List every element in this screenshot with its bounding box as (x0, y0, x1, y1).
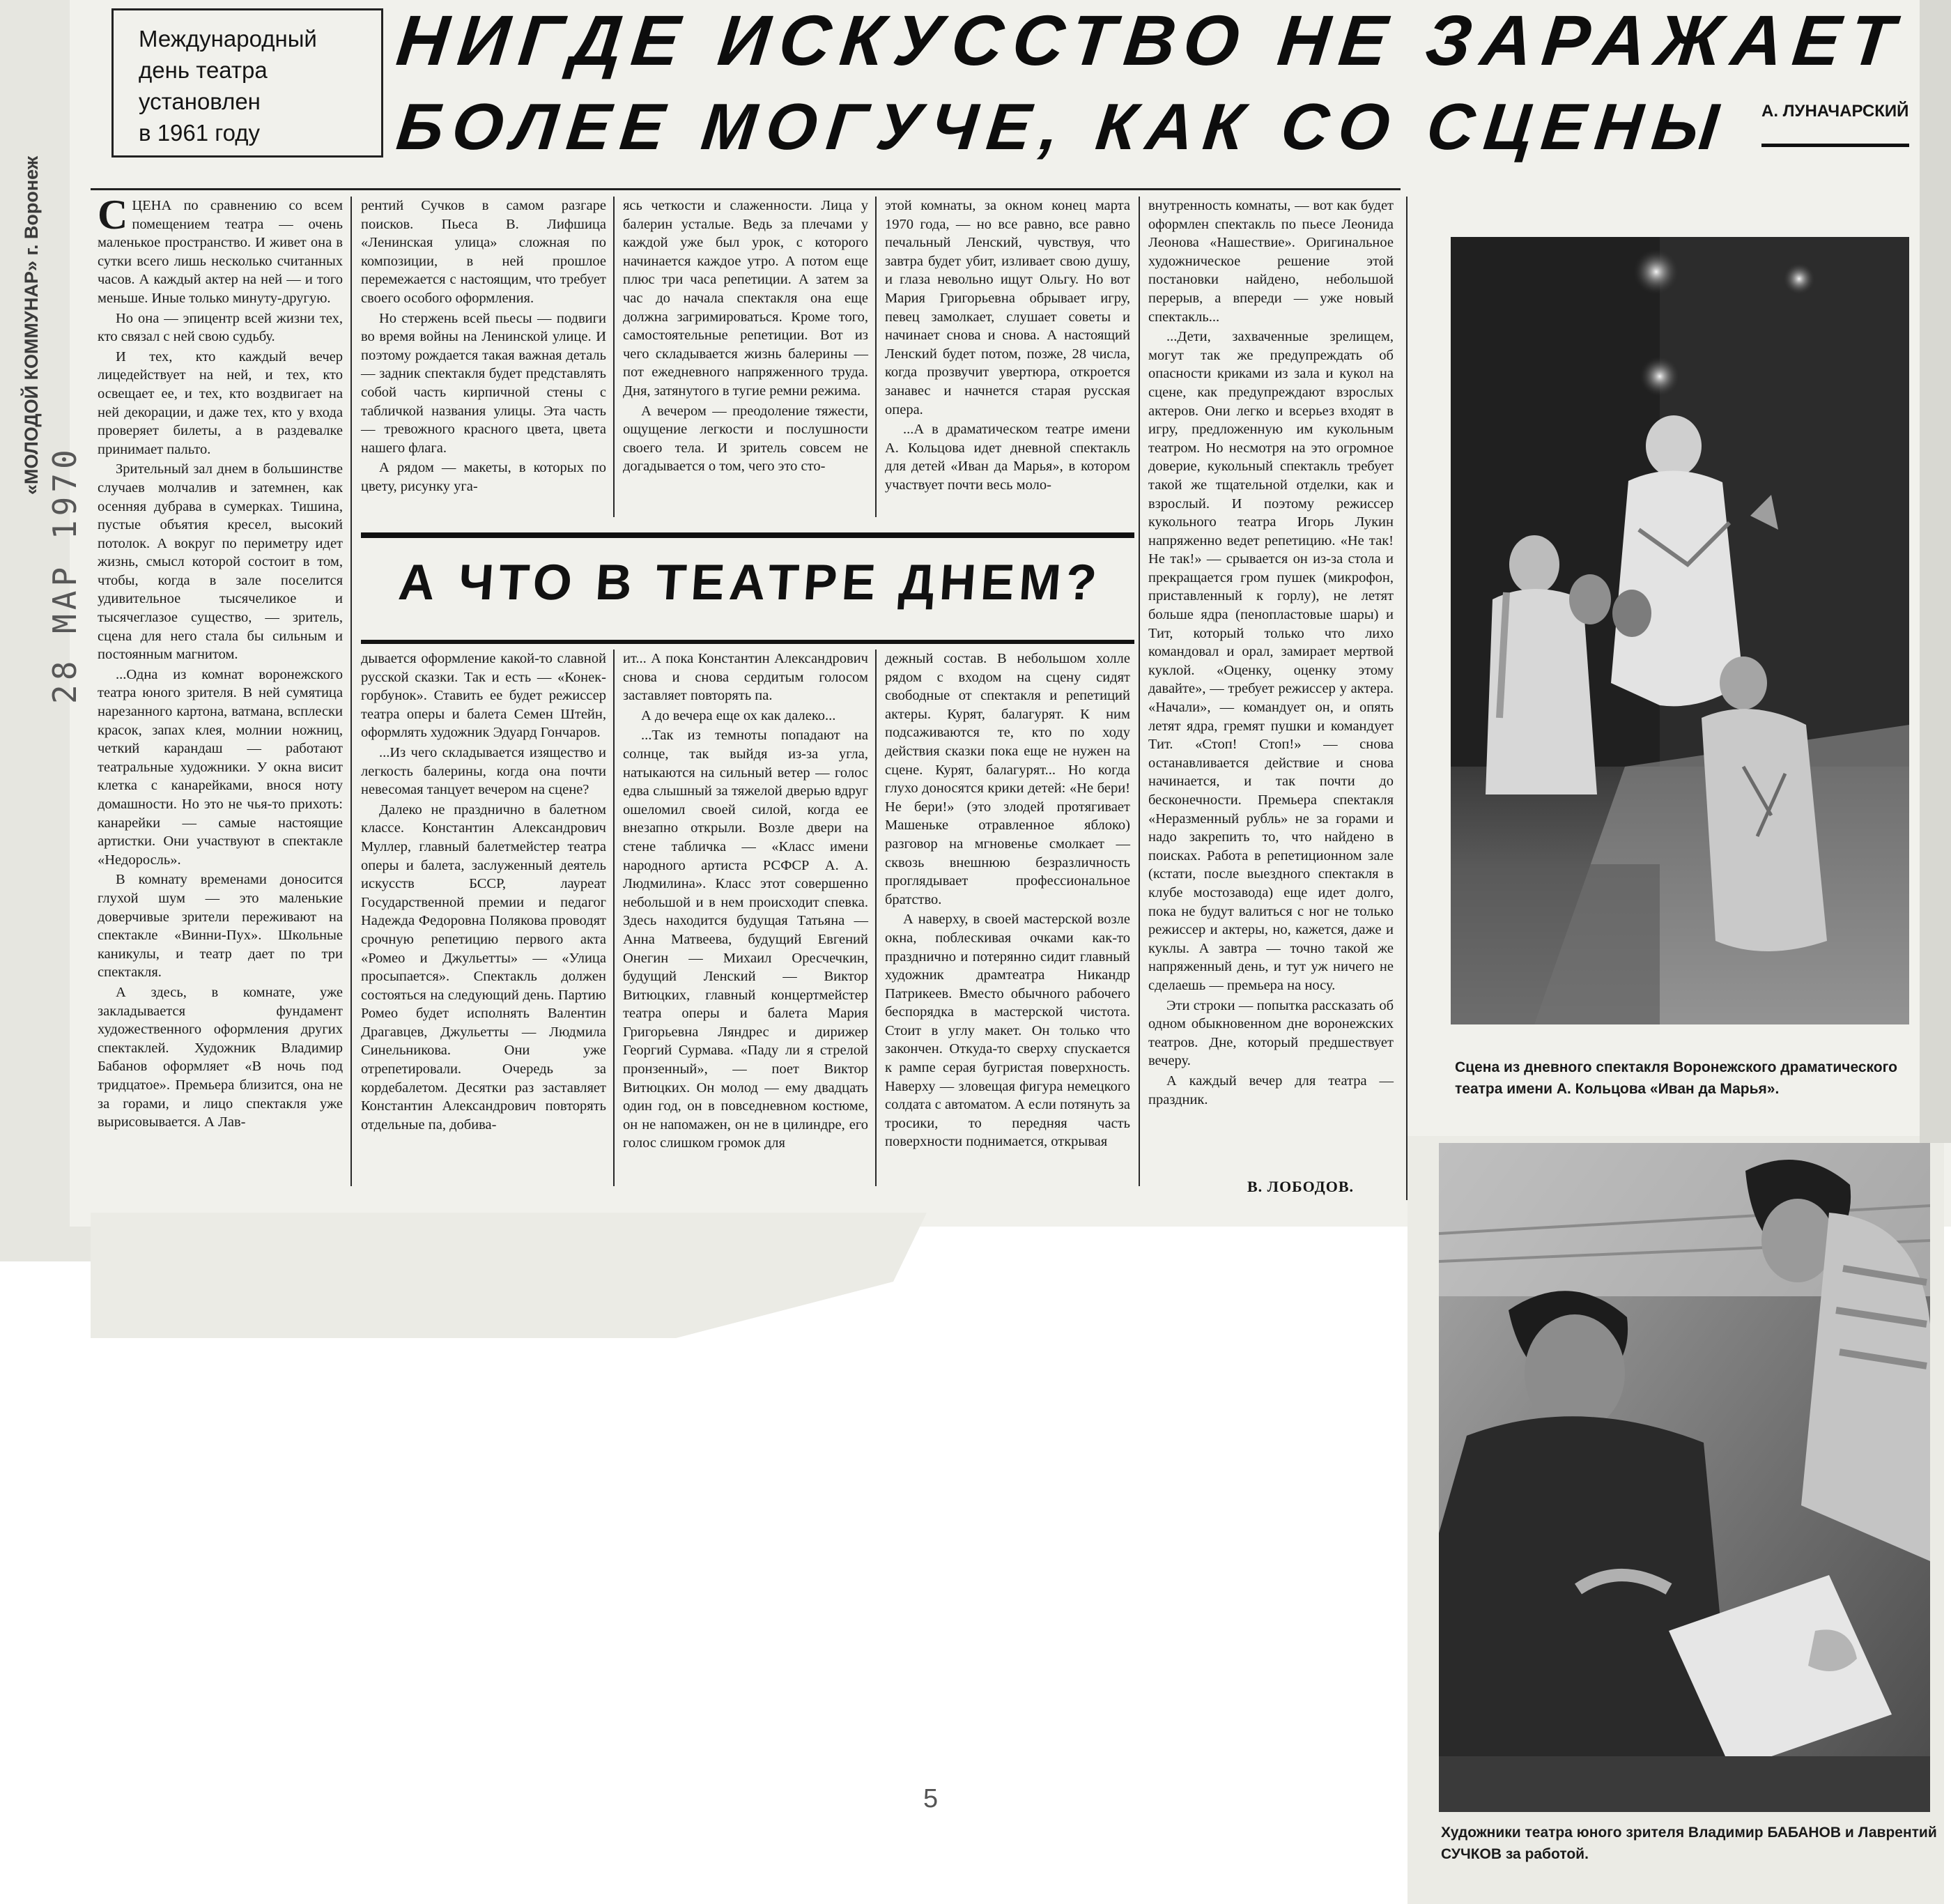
article-paragraph: А вечером — преодоление тяжести, ощущение легкости и послушности своего тела. И зритель совсем не догадывается о том, чего это сто- (623, 403, 868, 475)
boxed-note-line: установлен (139, 89, 261, 114)
column-rule (875, 650, 877, 1186)
article-column-4-lower (885, 650, 1130, 1153)
article-paragraph: А наверху, в своей мастерской возле окна, поблескивая очками как-то празднично и потерянно сидит главный художник драмтеатра Никандр Патрикеев. Вместо обычного рабочего беспорядка в мастерской чистота. Стоит в углу макет. Он только что закончен. Откуда-то сверху спускается к рампе серая бугристая поверхность. Наверху — зловещая фигура немецкого солдата с автоматом. А если потянуть за тросики, то передняя часть поверхности поднимается, открывая (885, 912, 1130, 1150)
column-rule (613, 650, 615, 1186)
stage-scene-photo (1451, 237, 1909, 1024)
article-paragraph: Но она — эпицентр всей жизни тех, кто связал с ней свою судьбу. (98, 310, 343, 345)
column-rule (1139, 197, 1140, 1186)
newspaper-masthead: «МОЛОДОЙ КОММУНАР» г. Воронеж (21, 156, 42, 495)
column-rule (350, 197, 352, 1186)
article-column-2-upper (361, 197, 606, 498)
article-paragraph: ...Дети, захваченные зрелищем, могут так же предупреждать об опасности криками из зала и кукол на сцене, как предупреждают взрослых актеров. Они легко и всерьез входят в игру, предложенную им кукольным театром. Но несмотря на это огромное доверие, кукольный спектакль требует такой же тщательной отделки, как и взрослый. И поэтому режиссер кукольного театра Игорь Лукин напряженно ведет репетицию. «Не так! Не так!» — срывается он из-за стола и прекращается гром пушек (микрофон, приставленный к горлу), не летят больше ядра (пенопластовые шары) и Тит, который только что лихо командовал и орал, замирает мертвой куклой. «Оценку, оценку этому давайте», — требует режиссер у актера. «Начали», — командует он, и опять летят ядра, гремят пушки и командует Тит. «Стоп! Стоп!» — снова останавливается действие и снова начинается, и так почти до бесконечности. Премьера спектакля «Неразменный рубль» не за горами и надо закрепить то, что найдено в поисках. Работа в репетиционном зале (кстати, после выездного спектакля в клубе мостозавода) еще идет долго, пока не будут валиться с ног не только режиссер и актеры, но, кажется, даже и куклы. А завтра — точно такой же напряженный день, и тут уж ничего не сделаешь — премьера на носу. (1148, 329, 1394, 993)
column-rule (1406, 197, 1408, 1200)
headline-line-2: БОЛЕЕ МОГУЧЕ, КАК СО СЦЕНЫ (393, 90, 1732, 163)
artists-illustration (1439, 1143, 1930, 1812)
article-paragraph: ...Так из темноты попадают на солнце, так выйдя из-за угла, натыкаются на сильный ветер — голос едва слышный за тяжелой дверью вдруг ошеломил своей силой, когда ее внезапно открыли. Возле двери на стене табличка — «Класс имени народного артиста РСФСР А. А. Людмилина». Класс этот совершенно небольшой и в нем происходит спевка. Здесь находится будущая Татьяна — Анна Матвеева, будущий Евгений Онегин — Михаил Оресчечкин, будущий Ленский — Виктор Витюцких, главный концертмейстер театра оперы и балета Мария Григорьевна Ляндрес и дирижер Георгий Сурмава. «Паду ли я стрелой пронзенный», — поет Виктор Витюцких. Он молод — ему двадцать один год, он в повседневном костюме, он не напомажен, он не в цилиндре, его голос слишком громок для (623, 728, 868, 1151)
article-paragraph: этой комнаты, за окном конец марта 1970 года, — но все равно, все равно печальный Ленский, чувствуя, что завтра будет убит, изливает свою душу, и глаза невольно ищут Ольгу. Но вот Мария Григорьевна обрывает игру, певец замолкает, слушает советы и начинает снова и снова. А настоящий Ленский будет потом, позже, 28 числа, когда прозвучит увертюра, откроется занавес и начнется старая русская опера. (885, 198, 1130, 417)
headline-line-1: НИГДЕ ИСКУССТВО НЕ ЗАРАЖАЕТ (393, 1, 1908, 80)
article-signature: В. ЛОБОДОВ. (1247, 1178, 1355, 1195)
article-paragraph: Зрительный зал днем в большинстве случаев молчалив и затемнен, как осенняя дубрава в сумерках. Тишина, пустые объятия кресел, высокий потолок. А вокруг по периметру идет жизнь, смысл которой состоит в том, чтобы, когда в зале поселится удивительное тысячеликое и тысячеглазое существо, — зритель, сцена для него стала бы сильным и постоянным магнитом. (98, 461, 343, 663)
headline-rule (91, 188, 1401, 190)
article-paragraph: ит... А пока Константин Александрович снова и снова сердитым голосом заставляет повторять па. (623, 651, 868, 704)
article-paragraph: СЦЕНА по сравнению со всем помещением театра — очень маленькое пространство. И живет она в сутки всего лишь несколько считанных часов. А каждый актер на ней — и того меньше. Иные только минуту-другую. (98, 192, 343, 306)
boxed-note-line: Международный (139, 26, 317, 52)
boxed-note (111, 8, 383, 158)
column-rule (613, 197, 615, 517)
article-paragraph: А здесь, в комнате, уже закладывается фундамент художественного оформления других спектаклей. Художник Владимир Бабанов оформляет «В ночь под тридцатое». Премьера близится, она не за горами, и лицо спектакля уже вырисовывается. А Лав- (98, 984, 343, 1130)
article-column-3-lower (623, 650, 868, 1154)
neighbor-clipping-edge (1920, 0, 1951, 1143)
date-stamp: 28 МАР 1970 (46, 445, 84, 704)
article-paragraph: А рядом — макеты, в которых по цвету, рисунку уга- (361, 460, 606, 494)
page-folio: 5 (923, 1784, 939, 1813)
article-paragraph: А до вечера еще ох как далеко... (641, 707, 836, 723)
article-paragraph: Но стержень всей пьесы — подвиги во время войны на Ленинской улице. И поэтому рождается такая важная деталь — задник спектакля будет представлять собой часть кирпичной стены с табличкой названия улицы. Эта часть — тревожного красного цвета, цвета нашего флага. (361, 310, 606, 456)
subheadline: А ЧТО В ТЕАТРЕ ДНЕМ? (396, 555, 1104, 611)
article-paragraph: А каждый вечер для театра — праздник. (1148, 1073, 1394, 1107)
photo-caption-artists: Художники театра юного зрителя Владимир БАБАНОВ и Лаврентий СУЧКОВ за работой. (1441, 1825, 1937, 1862)
author-underline (1761, 144, 1909, 147)
article-paragraph: ...Из чего складывается изящество и легкость балерины, когда она почти невесомая танцует вечером на сцене? (361, 744, 606, 798)
boxed-note-line: день театра (139, 57, 268, 83)
article-paragraph: ясь четкости и слаженности. Лица у балерин усталые. Ведь за плечами у каждой уже был урок, с которого начинается каждое утро. А потом еще плюс три часа репетиции. А затем за час до начала спектакля она еще должна загримироваться. Кроме того, самостоятельные репетиции. Вот из чего складывается жизнь балерины — пот ежедневного напряженного труда. Дня, затянутого в тугие ремни режима. (623, 198, 868, 399)
article-column-4-upper (885, 197, 1130, 496)
article-column-3-upper (623, 197, 868, 477)
article-paragraph: И тех, кто каждый вечер лицедействует на ней, и тех, кто освещает ее, и тех, кто воздвигает на ней декорации, и даже тех, кто у входа проверяет билеты, а в раздевалке принимает пальто. (98, 348, 343, 457)
subheadline-rule-bottom (361, 640, 1134, 644)
article-column-1 (98, 192, 343, 1133)
article-column-2-lower (361, 650, 606, 1135)
stage-scene-illustration (1451, 237, 1909, 1024)
article-column-5 (1148, 197, 1394, 1110)
boxed-note-line: в 1961 году (139, 120, 260, 146)
drop-cap: С (98, 192, 128, 238)
article-paragraph: Эти строки — попытка рассказать об одном обыкновенном дне воронежских театров. Дне, который предшествует вечеру. (1148, 997, 1394, 1069)
article-paragraph: ...А в драматическом театре имени А. Кольцова идет дневной спектакль для детей «Иван да Марья», в котором участвует почти весь моло- (885, 422, 1130, 493)
article-paragraph: ...Одна из комнат воронежского театра юного зрителя. В ней сумятица нарезанного картона, ватмана, всплески красок, запах клея, молнии ножниц, четкий карандаш — работают театральные художники. У окна висит клетка с канарейками, внося ноту домашности. Но это не чья-то прихоть: канарейки — самые настоящие артистки. Они участвуют в спектакле «Недоросль». (98, 666, 343, 868)
clipping-torn-bottom (91, 1213, 927, 1338)
article-paragraph: В комнату временами доносится глухой шум — это маленькие доверчивые зрители переживают на спектакле «Винни-Пух». Школьные каникулы, и театр дает по три спектакля. (98, 872, 343, 981)
article-paragraph: Далеко не празднично в балетном классе. Константин Александрович Муллер, главный балетмейстер театра оперы и балета, заслуженный деятель искусств БССР, лауреат Государственной премии и педагог Надежда Федоровна Полякова проводят срочную репетицию первого акта «Ромео и Джульетты» — «Улица просыпается». Спектакль должен состояться на следующий день. Партию Ромео будет исполнять Валентин Драгавцев, Джульетты — Людмила Синельникова. Они уже отрепетировали. Очередь за кордебалетом. Десятки раз заставляет Константин Александрович повторять отдельные па, добива- (361, 801, 606, 1133)
article-paragraph: рентий Сучков в самом разгаре поисков. Пьеса В. Лифшица «Ленинская улица» сложная по композиции, в ней прошлое перемежается с настоящим, что требует своего особого оформления. (361, 198, 606, 306)
article-paragraph: дежный состав. В небольшом холле рядом с входом на сцену сидят свободные от спектакля и репетиций актеры. Курят, балагурят. К ним подсаживаются те, кто по ходу действия сказки пока еще не нужен на сцене. Курят, балагурят... Но когда глухо доносятся крики детей: «Не бери! Не бери!» (это злодей протягивает Машеньке отравленное яблоко) разговор на мгновенье смолкает — сквозь внешнюю безразличность проглядывает профессиональное братство. (885, 651, 1130, 907)
article-paragraph: дывается оформление какой-то славной русской сказки. Так и есть — «Конек-горбунок». Ставить ее будет режиссер театра оперы и балета Семен Штейн, оформлять художник Эдуард Гончаров. (361, 651, 606, 741)
subheadline-rule-top (361, 532, 1134, 538)
artists-at-work-photo (1439, 1143, 1930, 1812)
article-paragraph: внутренность комнаты, — вот как будет оформлен спектакль по пьесе Леонида Леонова «Нашествие». Оригинальное художническое решение этой постановки найдено, небольшой перерыв, а впереди — уже новый спектакль... (1148, 198, 1394, 325)
photo-caption-stage: Сцена из дневного спектакля Воронежского драматического театра имени А. Кольцова «Иван да Марья». (1455, 1059, 1897, 1097)
column-rule (875, 197, 877, 517)
epigraph-author: А. ЛУНАЧАРСКИЙ (1761, 102, 1909, 121)
